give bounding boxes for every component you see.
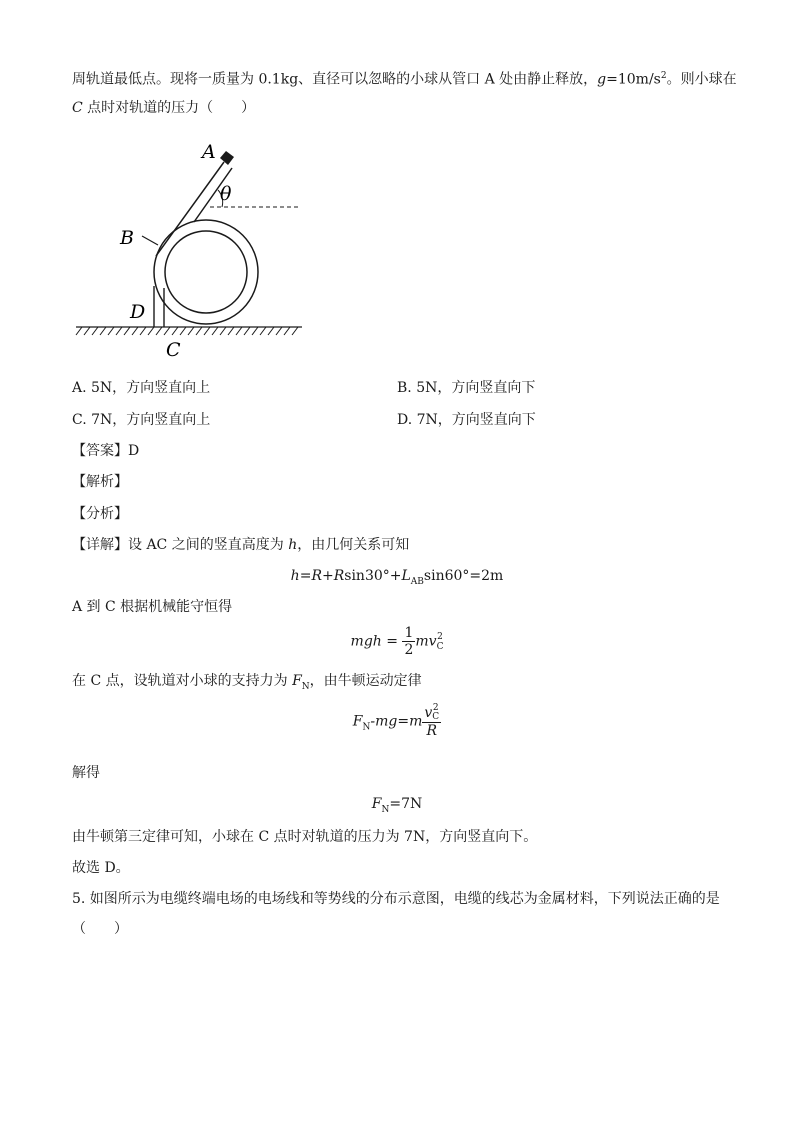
problem-text: 。则小球在 xyxy=(666,71,737,88)
eq-text: = xyxy=(299,568,312,584)
equation-geometry xyxy=(0,566,794,592)
eq-text: =7N xyxy=(389,796,423,812)
answer-tag: 【答案】 xyxy=(72,443,128,459)
label-theta: θ xyxy=(220,183,232,205)
problem-text: =10m/s xyxy=(606,71,661,88)
eq-subscript: N xyxy=(362,722,371,733)
eq-text: + xyxy=(321,568,334,584)
eq-subscript: C xyxy=(436,641,444,652)
option-b: B. 5N，方向竖直向下 xyxy=(397,380,536,396)
eq-symbol: L xyxy=(401,568,411,584)
detail-text: 设 AC 之间的竖直高度为 xyxy=(128,537,289,553)
incline-tube-upper xyxy=(156,162,224,256)
choose-text: 故选 D。 xyxy=(72,860,130,876)
analysis-tag: 【解析】 xyxy=(72,474,128,490)
fenxi-tag: 【分析】 xyxy=(72,506,128,522)
subscript-n: N xyxy=(301,681,310,692)
c-point-text xyxy=(72,671,422,697)
ground-hatching xyxy=(76,327,298,335)
eq-subscript: C xyxy=(432,712,440,722)
c-point-text-b: ，由牛顿运动定律 xyxy=(309,673,422,689)
eq-symbol: F xyxy=(352,713,363,730)
eq-superscript: 2 xyxy=(437,631,443,642)
eq-symbol: R xyxy=(311,568,322,584)
tube-cap xyxy=(220,151,234,165)
detail-text: ，由几何关系可知 xyxy=(297,537,410,553)
eq-symbol: mv xyxy=(415,633,437,650)
q5-line-2: （ ） xyxy=(72,921,128,937)
solve-text: 解得 xyxy=(72,765,100,781)
answer-value: D xyxy=(128,443,140,459)
equation-result xyxy=(0,794,794,820)
third-law-text: 由牛顿第三定律可知，小球在 C 点时对轨道的压力为 7N，方向竖直向下。 xyxy=(72,829,538,845)
eq-symbol: R xyxy=(333,568,345,584)
eq-numerator xyxy=(422,704,441,723)
equation-newton xyxy=(0,704,794,739)
symbol-c: C xyxy=(72,100,83,116)
eq-denominator: 2 xyxy=(404,642,414,658)
answer-line xyxy=(72,441,139,461)
label-c: C xyxy=(166,339,181,361)
fraction-v2-over-r xyxy=(422,704,441,739)
eq-numerator: 1 xyxy=(404,625,414,641)
track-outer-circle xyxy=(154,220,258,324)
b-marker xyxy=(142,236,158,245)
track-inner-circle xyxy=(165,231,247,313)
q5-line-1: 5. 如图所示为电缆终端电场的电场线和等势线的分布示意图，电缆的线芯为金属材料，下列说法正确的是 xyxy=(72,891,720,907)
problem-text: 点时对轨道的压力（ ） xyxy=(82,100,256,116)
eq-text: sin60°=2m xyxy=(423,568,504,584)
eq-text: sin30°+ xyxy=(344,568,402,584)
eq-subscript: N xyxy=(381,804,390,815)
option-a: A. 5N，方向竖直向上 xyxy=(72,380,211,396)
symbol-h: h xyxy=(288,537,298,553)
label-b: B xyxy=(120,227,134,249)
problem-line-2 xyxy=(72,98,255,118)
eq-symbol: F xyxy=(371,796,382,812)
eq-symbol: h xyxy=(290,568,300,584)
equation-energy xyxy=(0,625,794,658)
eq-symbol: v xyxy=(424,705,433,721)
energy-text: A 到 C 根据机械能守恒得 xyxy=(72,599,233,615)
eq-text: -mg=m xyxy=(370,713,423,730)
detail-tag: 【详解】 xyxy=(72,537,128,553)
eq-symbol: mgh xyxy=(350,633,382,650)
problem-text: 周轨道最低点。现将一质量为 0.1kg、直径可以忽略的小球从管口 A 处由静止释放， xyxy=(72,71,598,88)
superscript: 2 xyxy=(660,71,667,81)
eq-text: = xyxy=(381,633,403,650)
problem-line-1 xyxy=(72,66,737,90)
eq-superscript: 2 xyxy=(432,703,439,713)
detail-line xyxy=(72,535,409,555)
label-a: A xyxy=(202,141,216,163)
fraction-half xyxy=(402,625,415,658)
c-point-text-a: 在 C 点，设轨道对小球的支持力为 xyxy=(72,673,293,689)
option-d: D. 7N，方向竖直向下 xyxy=(397,412,536,428)
eq-subscript: AB xyxy=(410,576,424,587)
eq-denominator: R xyxy=(426,723,438,739)
track-diagram xyxy=(70,138,310,368)
eq-scripts xyxy=(437,632,444,652)
option-c: C. 7N，方向竖直向上 xyxy=(72,412,211,428)
symbol-f: F xyxy=(292,673,302,689)
symbol-g: g xyxy=(597,71,607,88)
eq-scripts xyxy=(432,704,439,722)
label-d: D xyxy=(130,301,146,323)
